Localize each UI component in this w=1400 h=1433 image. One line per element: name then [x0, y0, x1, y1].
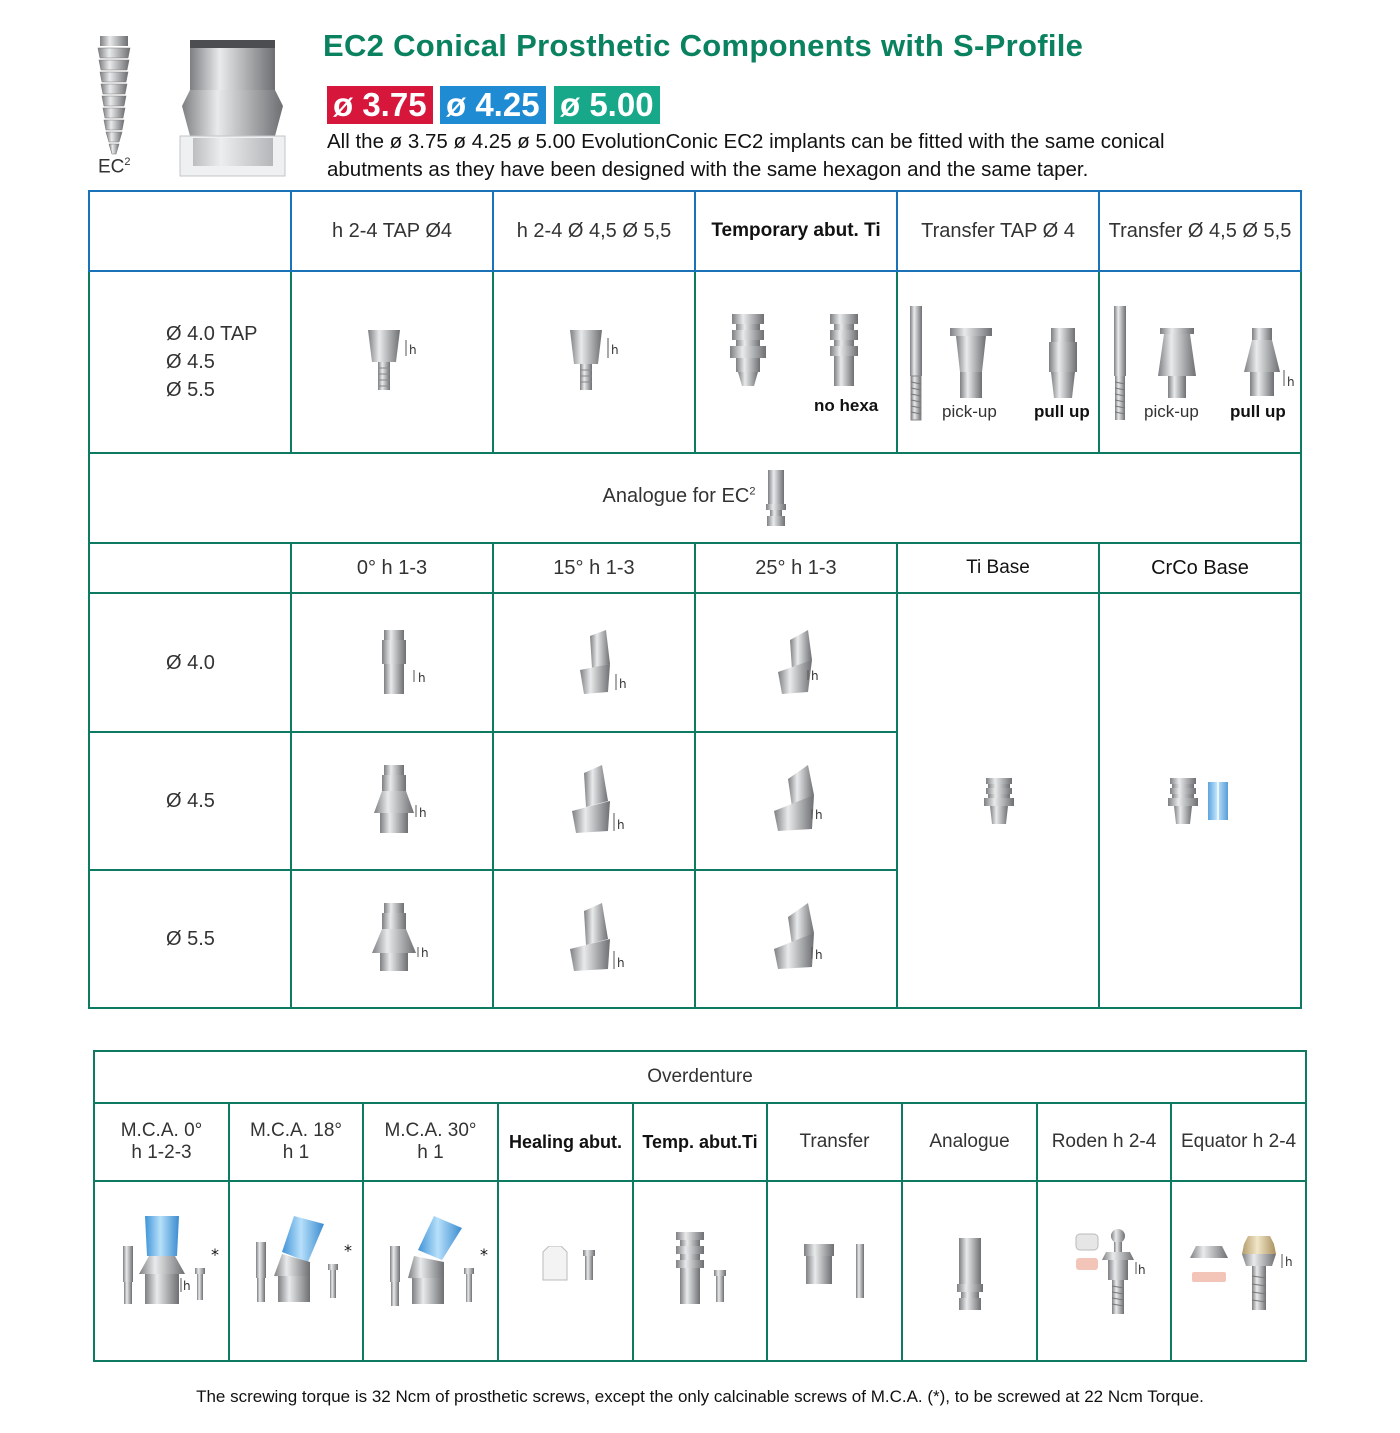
row-label-55b: Ø 5.5 [89, 870, 291, 1008]
overdenture-image-row [94, 1181, 1306, 1361]
od-analogue-image [955, 1238, 985, 1312]
svg-text:h: h [1287, 375, 1295, 389]
od-transfer-image [804, 1244, 874, 1302]
od-cell-mca0 [94, 1181, 229, 1361]
page-title: EC2 Conical Prosthetic Components with S-Profile [323, 28, 1084, 63]
od-cell-equator [1171, 1181, 1306, 1361]
abutment-45-55-image [566, 330, 626, 396]
svg-text:h: h [183, 1279, 191, 1293]
row-label-diameters [89, 271, 291, 453]
svg-text:*: * [480, 1245, 488, 1264]
diameter-badge-500: ø 5.00 [554, 86, 660, 124]
pickup-caption-2: pick-up [1144, 402, 1199, 421]
mca-18-image [248, 1216, 358, 1312]
transfer-screw-image-2 [1110, 306, 1130, 422]
diameter-badge-375: ø 3.75 [327, 86, 433, 124]
intro-line-2: abutments as they have been designed with the same hexagon and the same taper. [327, 158, 1089, 181]
abutment-image [175, 40, 290, 182]
cell-crco-base [1099, 593, 1301, 1008]
row-analogue [89, 453, 1301, 543]
transfer-pickup-image-2 [1154, 328, 1200, 400]
cell-abutment-45-55 [493, 271, 695, 453]
cell-25deg-45 [695, 732, 897, 870]
analogue-label: Analogue for $EC^2$ [602, 484, 756, 507]
svg-text:h: h [409, 343, 417, 357]
svg-text:h: h [1138, 1263, 1146, 1277]
row-label-40: Ø 4.0 [89, 593, 291, 732]
abutment-0deg-45-image [372, 765, 434, 837]
od-cell-healing [498, 1181, 633, 1361]
svg-text:*: * [344, 1241, 352, 1260]
od-cell-temp [633, 1181, 767, 1361]
svg-text:h: h [617, 818, 625, 832]
temporary-abutment-hexa-image [726, 314, 770, 390]
transfer-pullup-image-2 [1240, 328, 1302, 400]
row-label-45b: Ø 4.5 [89, 732, 291, 870]
header2-cell-crco-base: CrCo Base [1099, 543, 1301, 593]
abutment-0deg-40-image [378, 630, 434, 700]
diameter-badge-425: ø 4.25 [440, 86, 546, 124]
svg-text:h: h [421, 946, 429, 960]
od-col-mca30: M.C.A. 30° h 1 [363, 1103, 498, 1181]
abutment-15deg-45-image [570, 765, 634, 839]
od-cell-mca18 [229, 1181, 363, 1361]
crco-base-image [1166, 778, 1236, 826]
intro-line-1: All the ø 3.75 ø 4.25 ø 5.00 EvolutionConic EC2 implants can be fitted with the same conical [327, 130, 1165, 153]
svg-text:h: h [419, 806, 427, 820]
pullup-caption: pull up [1034, 402, 1090, 421]
header-row-2 [89, 543, 1301, 593]
cell-transfer-tap [897, 271, 1099, 453]
od-col-roden: Roden h 2-4 [1037, 1103, 1171, 1181]
od-col-transfer: Transfer [767, 1103, 902, 1181]
header-cell-transfer-tap: Transfer TAP Ø 4 [897, 191, 1099, 271]
pullup-caption-2: pull up [1230, 402, 1286, 421]
overdenture-header-row [94, 1103, 1306, 1181]
overdenture-title: Overdenture [94, 1051, 1306, 1103]
intro-text [327, 128, 1287, 184]
temporary-abutment-nohexa-image [826, 314, 862, 388]
abutment-15deg-55-image [570, 903, 634, 977]
implant-label: $EC^2$ [98, 156, 131, 178]
header2-cell-empty [89, 543, 291, 593]
row-label-45: Ø 4.5 [166, 351, 215, 373]
od-col-analogue: Analogue [902, 1103, 1037, 1181]
abutment-tap4-image [362, 330, 422, 396]
transfer-screw-image [906, 306, 926, 422]
row-label-40tap: Ø 4.0 TAP [166, 323, 258, 345]
svg-text:h: h [815, 808, 823, 822]
cell-transfer-45-55 [1099, 271, 1301, 453]
svg-text:h: h [611, 343, 619, 357]
od-cell-mca30 [363, 1181, 498, 1361]
od-col-mca18: M.C.A. 18° h 1 [229, 1103, 363, 1181]
abutment-0deg-55-image [372, 903, 434, 975]
cell-0deg-45 [291, 732, 493, 870]
overdenture-table [93, 1050, 1307, 1362]
row-label-55: Ø 5.5 [166, 379, 215, 401]
od-cell-roden [1037, 1181, 1171, 1361]
header-cell-transfer-45-55: Transfer Ø 4,5 Ø 5,5 [1099, 191, 1301, 271]
implant-image [92, 36, 136, 156]
svg-text:h: h [1285, 1255, 1293, 1269]
no-hexa-caption: no hexa [814, 396, 879, 415]
cell-0deg-40 [291, 593, 493, 732]
cell-temporary-abutment [695, 271, 897, 453]
cell-ti-base [897, 593, 1099, 1008]
roden-image [1074, 1228, 1164, 1318]
header2-cell-25deg: 25° h 1-3 [695, 543, 897, 593]
od-col-healing: Healing abut. [498, 1103, 633, 1181]
header2-cell-ti-base: Ti Base [897, 543, 1099, 593]
abutment-15deg-40-image [576, 630, 636, 700]
abutment-25deg-40-image [776, 630, 836, 700]
cell-25deg-55 [695, 870, 897, 1008]
header2-cell-15deg: 15° h 1-3 [493, 543, 695, 593]
header-cell-empty [89, 191, 291, 271]
cell-25deg-40 [695, 593, 897, 732]
od-cell-transfer [767, 1181, 902, 1361]
mca-0-image [115, 1216, 225, 1312]
header-row [89, 191, 1301, 271]
svg-text:h: h [617, 956, 625, 970]
header2-cell-0deg: 0° h 1-3 [291, 543, 493, 593]
row-40 [89, 593, 1301, 732]
od-col-temp: Temp. abut.Ti [633, 1103, 767, 1181]
cell-15deg-55 [493, 870, 695, 1008]
abutment-25deg-55-image [774, 903, 838, 977]
svg-text:h: h [811, 669, 819, 683]
temp-abutment-image [670, 1232, 734, 1308]
header-cell-temporary: Temporary abut. Ti [695, 191, 897, 271]
mca-30-image [382, 1216, 492, 1312]
cell-abutment-tap4 [291, 271, 493, 453]
components-table [88, 190, 1302, 1009]
svg-text:h: h [815, 948, 823, 962]
od-col-mca0: M.C.A. 0° h 1-2-3 [94, 1103, 229, 1181]
cell-0deg-55 [291, 870, 493, 1008]
ti-base-image [982, 778, 1016, 826]
abutment-25deg-45-image [774, 765, 838, 839]
od-col-equator: Equator h 2-4 [1171, 1103, 1306, 1181]
pickup-caption: pick-up [942, 402, 997, 421]
transfer-pickup-image [948, 328, 994, 400]
cell-15deg-40 [493, 593, 695, 732]
analogue-cell [89, 453, 1301, 543]
header-cell-tap4: h 2-4 TAP Ø4 [291, 191, 493, 271]
od-cell-analogue [902, 1181, 1037, 1361]
transfer-pullup-image [1048, 328, 1078, 400]
svg-text:h: h [418, 671, 426, 685]
healing-abutment-image [539, 1246, 603, 1286]
svg-text:*: * [211, 1245, 219, 1264]
overdenture-title-row [94, 1051, 1306, 1103]
equator-image [1190, 1236, 1302, 1320]
svg-text:h: h [619, 677, 627, 691]
header-cell-45-55: h 2-4 Ø 4,5 Ø 5,5 [493, 191, 695, 271]
row-straight-abutments [89, 271, 1301, 453]
footer-note: The screwing torque is 32 Ncm of prosthetic screws, except the only calcinable screws of M.C.A. (*), to be screwed at 22 Ncm Torque. [196, 1387, 1204, 1406]
analogue-image [765, 470, 787, 528]
cell-15deg-45 [493, 732, 695, 870]
